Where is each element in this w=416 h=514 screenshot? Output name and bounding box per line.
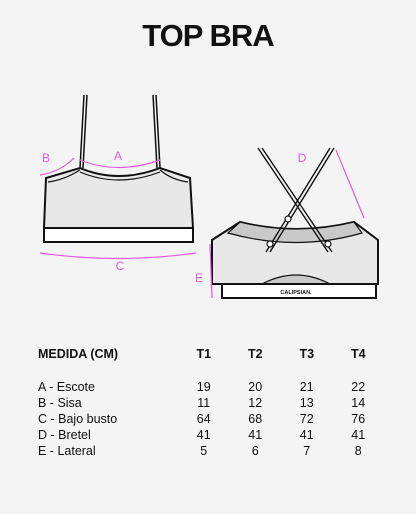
garment-diagram (0, 80, 416, 306)
header-t2: T2 (247, 347, 263, 361)
cell-value: 68 (248, 412, 263, 426)
cell-value: 7 (303, 444, 311, 458)
cell-value: 19 (196, 380, 211, 394)
strap-adjuster (285, 216, 291, 222)
back-view (195, 148, 378, 298)
table-row (38, 411, 384, 427)
label-a: A (113, 149, 123, 163)
cell-value: 6 (251, 444, 259, 458)
cell-value: 8 (354, 444, 362, 458)
cell-value: 13 (299, 396, 314, 410)
cell-value: 5 (200, 444, 208, 458)
row-label: A - Escote (38, 380, 95, 394)
cell-value: 41 (248, 428, 263, 442)
table-row (38, 443, 384, 459)
cell-value: 41 (196, 428, 211, 442)
cell-value: 11 (197, 396, 211, 410)
header-t1: T1 (196, 347, 212, 361)
front-band (44, 228, 193, 242)
label-d: D (297, 151, 307, 165)
row-label: B - Sisa (38, 396, 82, 410)
measure-c-line (40, 253, 196, 259)
brand-label: CALIPSIAN. (280, 290, 312, 296)
cell-value: 41 (299, 428, 314, 442)
cell-value: 22 (351, 380, 366, 394)
size-table (38, 346, 384, 459)
table-row (38, 395, 384, 411)
header-medida: MEDIDA (CM) (38, 347, 119, 361)
cell-value: 41 (351, 428, 366, 442)
row-label: C - Bajo busto (38, 412, 118, 426)
cell-value: 20 (248, 380, 263, 394)
label-c: C (115, 259, 125, 273)
cell-value: 14 (351, 396, 366, 410)
label-e: E (194, 271, 204, 285)
table-row (38, 427, 384, 443)
row-label: E - Lateral (38, 444, 96, 458)
page-title: TOP BRA (142, 18, 274, 53)
cell-value: 12 (248, 396, 263, 410)
header-t4: T4 (350, 347, 366, 361)
table-row (38, 379, 384, 395)
measure-d-line (336, 150, 364, 218)
row-label: D - Bretel (38, 428, 91, 442)
front-view (40, 95, 196, 273)
cell-value: 76 (351, 412, 366, 426)
header-t3: T3 (299, 347, 315, 361)
label-b: B (41, 151, 51, 165)
size-table-header (38, 346, 384, 379)
cell-value: 21 (299, 380, 314, 394)
cell-value: 72 (299, 412, 314, 426)
cell-value: 64 (196, 412, 211, 426)
